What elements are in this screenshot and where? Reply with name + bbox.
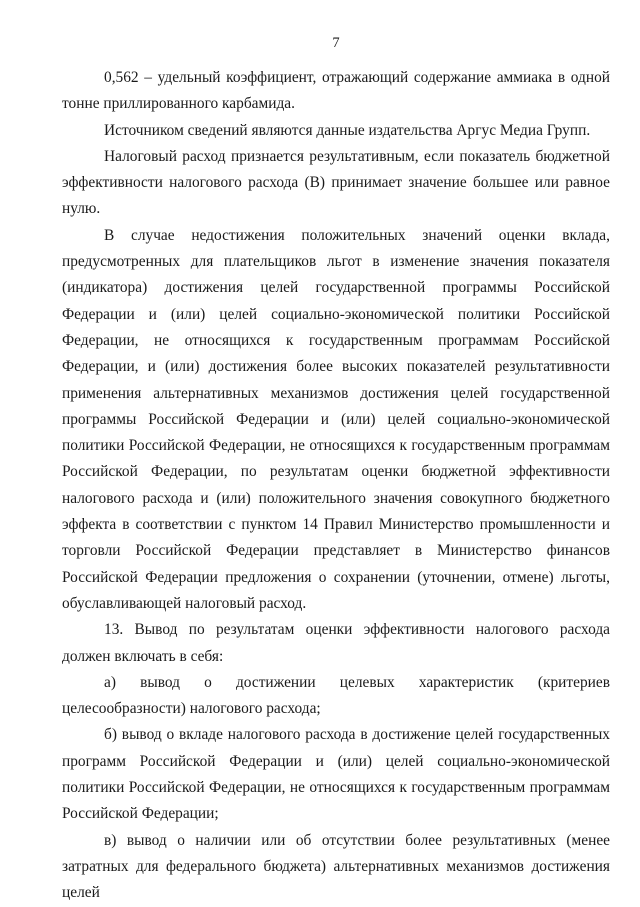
paragraph-non-achievement: В случае недостижения положительных значений оценки вклада, предусмотренных для плательщиков льгот в изменение значения показателя (индикатора) достижения целей государственной программы Российской Федерации и (или) целей социально-экономической политики Российской Федерации, не относящихся к государственным программам Российской Федерации, и (или) достижения более высоких показателей результативности применения альтернативных механизмов достижения целей государственной программы Российской Федерации и (или) целей социально-экономической политики Российской Федерации, не относящихся к государственным программам Российской Федерации, по результатам оценки бюджетной эффективности налогового расхода и (или) положительного значения совокупного бюджетного эффекта в соответствии с пунктом 14 Правил Министерство промышленности и торговли Российской Федерации представляет в Министерство финансов Российской Федерации предложения о сохранении (уточнении, отмене) льготы, обуславливающей налоговый расход. — [62, 226, 610, 612]
paragraph-section-13: 13. Вывод по результатам оценки эффективности налогового расхода должен включать в себя: — [62, 621, 610, 665]
paragraph-item-b: б) вывод о вкладе налогового расхода в достижение целей государственных программ Российской Федерации и (или) целей социально-экономической политики Российской Федерации, не относящихся к государственным программам Российской Федерации; — [62, 726, 610, 823]
paragraph-item-v: в) вывод о наличии или об отсутствии более результативных (менее затратных для федерального бюджета) альтернативных механизмов достижения целей — [62, 831, 610, 902]
page-number: 7 — [332, 35, 340, 51]
paragraph-ammonia-coefficient: 0,562 – удельный коэффициент, отражающий содержание аммиака в одной тонне приллированного карбамида. — [62, 69, 610, 113]
paragraph-effectiveness-criterion: Налоговый расход признается результативным, если показатель бюджетной эффективности налогового расхода (B) принимает значение большее или равное нулю. — [62, 147, 610, 218]
paragraph-item-a: а) вывод о достижении целевых характеристик (критериев целесообразности) налогового расхода; — [62, 673, 610, 718]
paragraph-data-source: Источником сведений являются данные издательства Аргус Медиа Групп. — [104, 121, 591, 139]
